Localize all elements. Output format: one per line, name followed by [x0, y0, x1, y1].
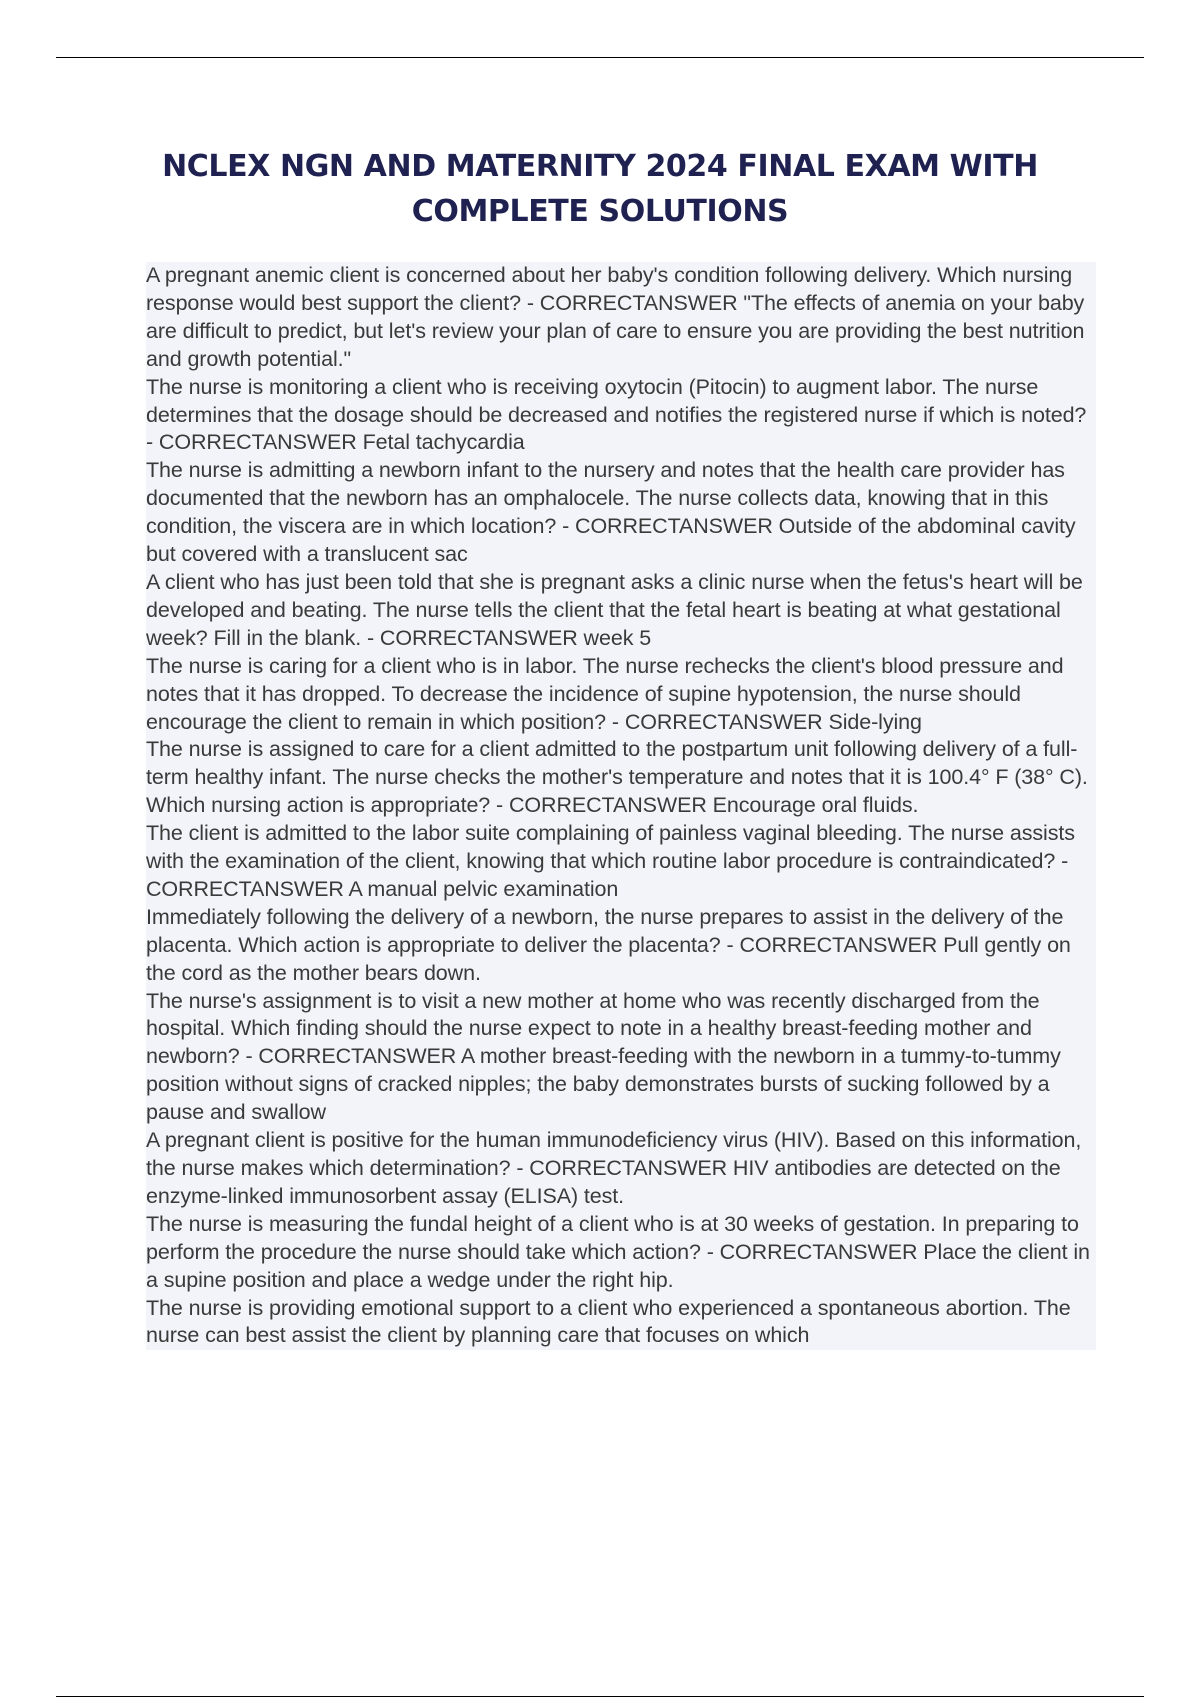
qa-item: The nurse is measuring the fundal height of a client who is at 30 weeks of gestation. In preparing to perform the procedure the nurse should take which action? - CORRECTANSWER Place the client in a supine position and place a wedge under the right hip.: [146, 1211, 1096, 1295]
bottom-rule: [56, 1696, 1144, 1697]
title-line-1: NCLEX NGN AND MATERNITY 2024 FINAL EXAM WITH: [162, 149, 1038, 184]
qa-item: Immediately following the delivery of a newborn, the nurse prepares to assist in the delivery of the placenta. Which action is appropriate to deliver the placenta? - CORRECTANSWER Pull gently on the cord as the mother bears down.: [146, 904, 1096, 988]
qa-item: The nurse is admitting a newborn infant to the nursery and notes that the health care provider has documented that the newborn has an omphalocele. The nurse collects data, knowing that in this condition, the viscera are in which location? - CORRECTANSWER Outside of the abdominal cavity but covered with a translucent sac: [146, 457, 1096, 569]
qa-item: The client is admitted to the labor suite complaining of painless vaginal bleeding. The nurse assists with the examination of the client, knowing that which routine labor procedure is contraindicated? - CORRECTANSWER A manual pelvic examination: [146, 820, 1096, 904]
qa-item: A pregnant client is positive for the human immunodeficiency virus (HIV). Based on this information, the nurse makes which determination? - CORRECTANSWER HIV antibodies are detected on the enzyme-linked immunosorbent assay (ELISA) test.: [146, 1127, 1096, 1211]
title-line-2: COMPLETE SOLUTIONS: [411, 194, 789, 229]
qa-item: The nurse is assigned to care for a client admitted to the postpartum unit following delivery of a full-term healthy infant. The nurse checks the mother's temperature and notes that it is 100.4° F (38° C). Which nursing action is appropriate? - CORRECTANSWER Encourage oral fluids.: [146, 736, 1096, 820]
qa-item: A pregnant anemic client is concerned about her baby's condition following delivery. Which nursing response would best support the client? - CORRECTANSWER "The effects of anemia on your baby are difficult to predict, but let's review your plan of care to ensure you are providing the best nutrition and growth potential.": [146, 262, 1096, 374]
qa-item: The nurse is caring for a client who is in labor. The nurse rechecks the client's blood pressure and notes that it has dropped. To decrease the incidence of supine hypotension, the nurse should encourage the client to remain in which position? - CORRECTANSWER Side-lying: [146, 653, 1096, 737]
qa-item: The nurse is monitoring a client who is receiving oxytocin (Pitocin) to augment labor. The nurse determines that the dosage should be decreased and notifies the registered nurse if which is noted? - CORRECTANSWER Fetal tachycardia: [146, 374, 1096, 458]
qa-item: The nurse is providing emotional support to a client who experienced a spontaneous abortion. The nurse can best assist the client by planning care that focuses on which: [146, 1295, 1096, 1351]
qa-list: [146, 262, 1096, 1350]
page-title: [120, 144, 1080, 234]
top-rule: [56, 57, 1144, 58]
qa-item: The nurse's assignment is to visit a new mother at home who was recently discharged from the hospital. Which finding should the nurse expect to note in a healthy breast-feeding mother and newborn? - CORRECTANSWER A mother breast-feeding with the newborn in a tummy-to-tummy position without signs of cracked nipples; the baby demonstrates bursts of sucking followed by a pause and swallow: [146, 988, 1096, 1128]
qa-item: A client who has just been told that she is pregnant asks a clinic nurse when the fetus's heart will be developed and beating. The nurse tells the client that the fetal heart is beating at what gestational week? Fill in the blank. - CORRECTANSWER week 5: [146, 569, 1096, 653]
